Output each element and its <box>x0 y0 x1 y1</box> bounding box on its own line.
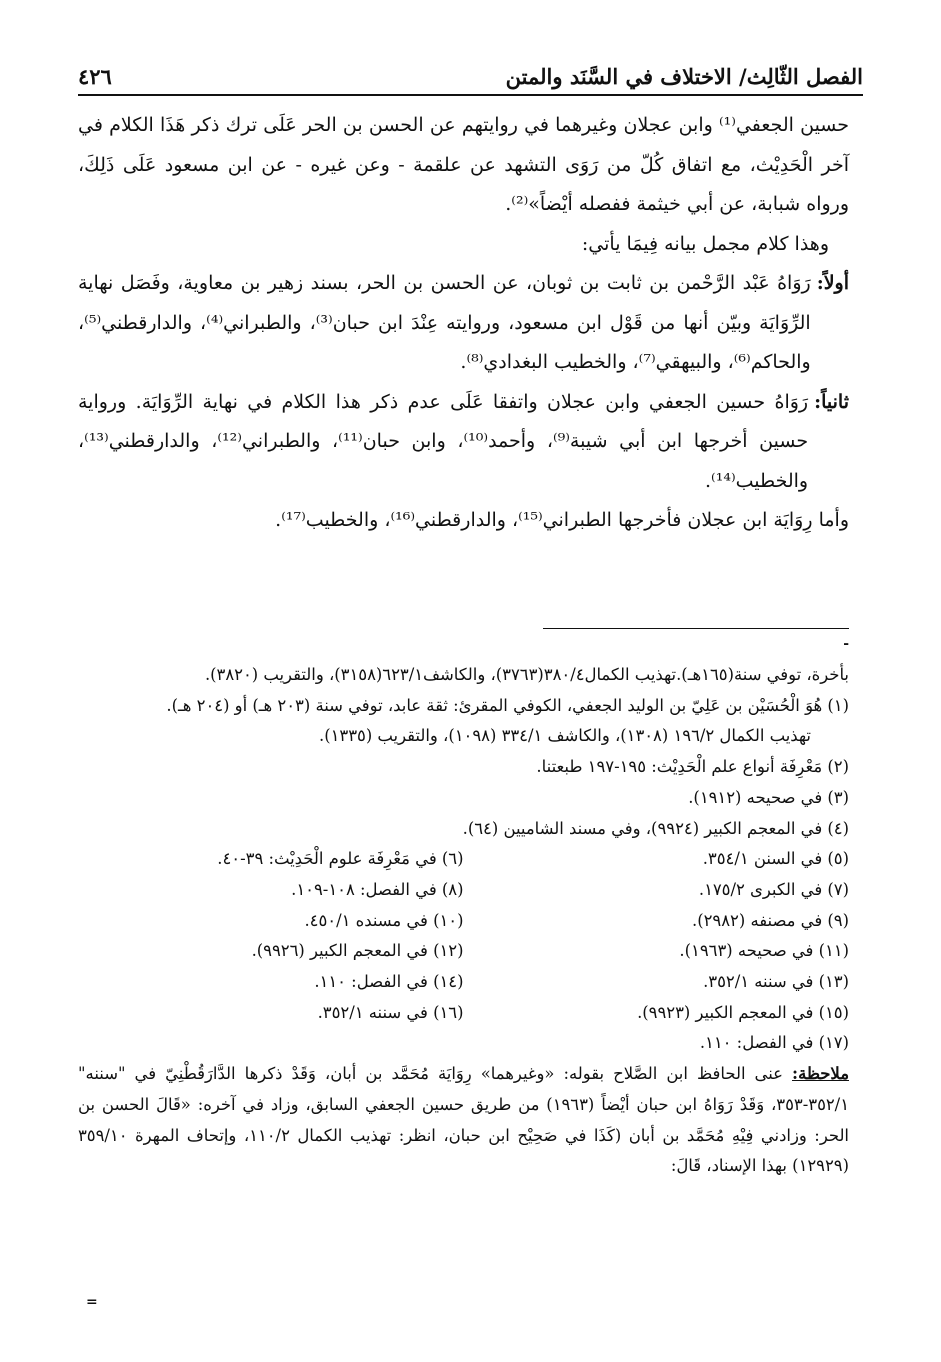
footnotes <box>78 660 849 1182</box>
footnote-continuation-mark: - <box>843 636 849 652</box>
paragraph-summary: وهذا كلام مجمل بيانه فِيمَا يأتي: <box>581 232 829 255</box>
footnote-8: (٨) في الفصل: ١٠٨-١٠٩. <box>291 879 464 899</box>
paragraph-ibn-ajlan: وأما رِوَايَة ابن عجلان فأخرجها الطبراني⁽¹⁵⁾، والدارقطني⁽¹⁶⁾، والخطيب⁽¹⁷⁾. <box>275 509 849 531</box>
footnote-continues-mark: = <box>86 1294 98 1310</box>
page-number: ٤٢٦ <box>78 63 112 89</box>
footnote-1-continued: تهذيب الكمال ١٩٦/٢ (١٣٠٨)، والكاشف ٣٣٤/١ (١٠٩٨)، والتقريب (١٣٣٥). <box>319 726 811 746</box>
running-title: الفصل الثّالِث/ الاختلاف في السَّنَد والمتن <box>505 63 863 89</box>
footnote-7: (٧) في الكبرى ١٧٥/٢. <box>698 879 849 899</box>
footnote-6: (٦) في مَعْرِفَة علوم الْحَدِيْث: ٣٩-٤٠. <box>217 849 464 869</box>
footnote-17: (١٧) في الفصل: ١١٠. <box>699 1033 849 1053</box>
footnote-11: (١١) في صحيحه (١٩٦٣). <box>679 941 849 961</box>
paragraph-intro: حسين الجعفي⁽¹⁾ وابن عجلان وغيرهما في روايتهم عن الحسن بن الحر عَلَى ترك ذكر هَذَا الكلام في آخر الْحَدِيْث، مع اتفاق كُلّ من رَوَى التشهد عن علقمة - وعن غيره - عن ابن مسعود عَلَى ذَلِكَ، ورواه شبابة، عن أبي خيثمة ففصله أيْضاً»⁽²⁾. <box>78 114 849 215</box>
footnote-13: (١٣) في سننه ٣٥٢/١. <box>703 972 849 992</box>
footnote-5: (٥) في السنن ٣٥٤/١. <box>702 849 849 869</box>
footnote-pair <box>78 906 849 937</box>
footnote-1: (١) هُوَ الْحُسَيْن بن عَلِيّ بن الوليد الجعفي، الكوفي المقرئ: ثقة عابد، توفي سنة (٢٠٣ هـ) أو (٢٠٤ هـ). <box>166 695 849 715</box>
point-first-text: رَوَاهُ عَبْد الرَّحْمن بن ثابت بن ثوبان، عن الحسن بن الحر، بسند زهير بن معاوية، وفَصَل نهاية الرِّوَايَة وبيّن أنها من قَوْل ابن مسعود، وروايته عِنْدَ ابن حبان⁽³⁾، والطبراني⁽⁴⁾، والدارقطني⁽⁵⁾، والحاكم⁽⁶⁾، والبيهقي⁽⁷⁾، والخطيب البغدادي⁽⁸⁾. <box>78 272 811 373</box>
footnote-pair <box>78 875 849 906</box>
point-first <box>78 264 849 383</box>
footnote-pair <box>78 844 849 875</box>
point-second <box>78 383 849 502</box>
footnote-continuation: بأخرة، توفي سنة(١٦٥هـ).تهذيب الكمال٣٨٠/٤(٣٧٦٣)، والكاشف٦٢٣/١(٣١٥٨)، والتقريب (٣٨٢٠). <box>204 665 849 684</box>
footnote-2: (٢) مَعْرِفَة أنواع علم الْحَدِيْث: ١٩٥-١٩٧ طبعتنا. <box>536 757 849 777</box>
note-text: عنى الحافظ ابن الصَّلاح بقوله: «وغيرهما» رِوَايَة مُحَمَّد بن أبان، وَقَدْ ذكرها الدَّارَقُطْنِيّ في "سننه" ٣٥٢/١-٣٥٣، وَقَدْ رَوَاهُ ابن حبان أيْضاً (١٩٦٣) من طريق حسين الجعفي السابق، وزاد في آخره: «قَالَ الحسن بن الحر: وزادني فِيْهِ مُحَمَّد بن أبان (كَذَا في صَحِيْح ابن حبان، انظر: تهذيب الكمال ١١٠/٢، وإتحاف المهرة ٣٥٩/١٠ (١٢٩٢٩) بهذا الإسناد، قَالَ: <box>78 1064 850 1176</box>
footnote-pair <box>78 998 849 1029</box>
point-first-label: أولاً: <box>816 272 849 294</box>
footnote-pair <box>78 967 849 998</box>
footnote-15: (١٥) في المعجم الكبير (٩٩٢٣). <box>637 1002 849 1022</box>
footnote-3: (٣) في صحيحه (١٩١٢). <box>688 787 849 807</box>
main-text <box>78 106 849 541</box>
footnote-12: (١٢) في المعجم الكبير (٩٩٢٦). <box>251 941 464 961</box>
note-label: ملاحظة: <box>792 1064 849 1084</box>
footnote-pair <box>78 936 849 967</box>
footnote-4: (٤) في المعجم الكبير (٩٩٢٤)، وفي مسند الشاميين (٦٤). <box>462 818 849 838</box>
point-second-label: ثانياً: <box>814 390 849 413</box>
footnote-10: (١٠) في مسنده ٤٥٠/١. <box>304 910 464 930</box>
footnote-16: (١٦) في سننه ٣٥٢/١. <box>317 1002 464 1022</box>
page-header <box>78 58 863 96</box>
footnote-note <box>78 1059 849 1182</box>
point-second-text: رَوَاهُ حسين الجعفي وابن عجلان واتفقا عَلَى عدم ذكر هذا الكلام في نهاية الرِّوَايَة. ورواية حسين أخرجها ابن أبي شيبة⁽⁹⁾، وأحمد⁽¹⁰⁾، وابن حبان⁽¹¹⁾، والطبراني⁽¹²⁾، والدارقطني⁽¹³⁾، والخطيب⁽¹⁴⁾. <box>78 390 809 492</box>
footnote-9: (٩) في مصنفه (٢٩٨٢). <box>692 910 849 930</box>
footnote-separator <box>543 628 849 629</box>
footnote-14: (١٤) في الفصل: ١١٠. <box>314 972 464 992</box>
